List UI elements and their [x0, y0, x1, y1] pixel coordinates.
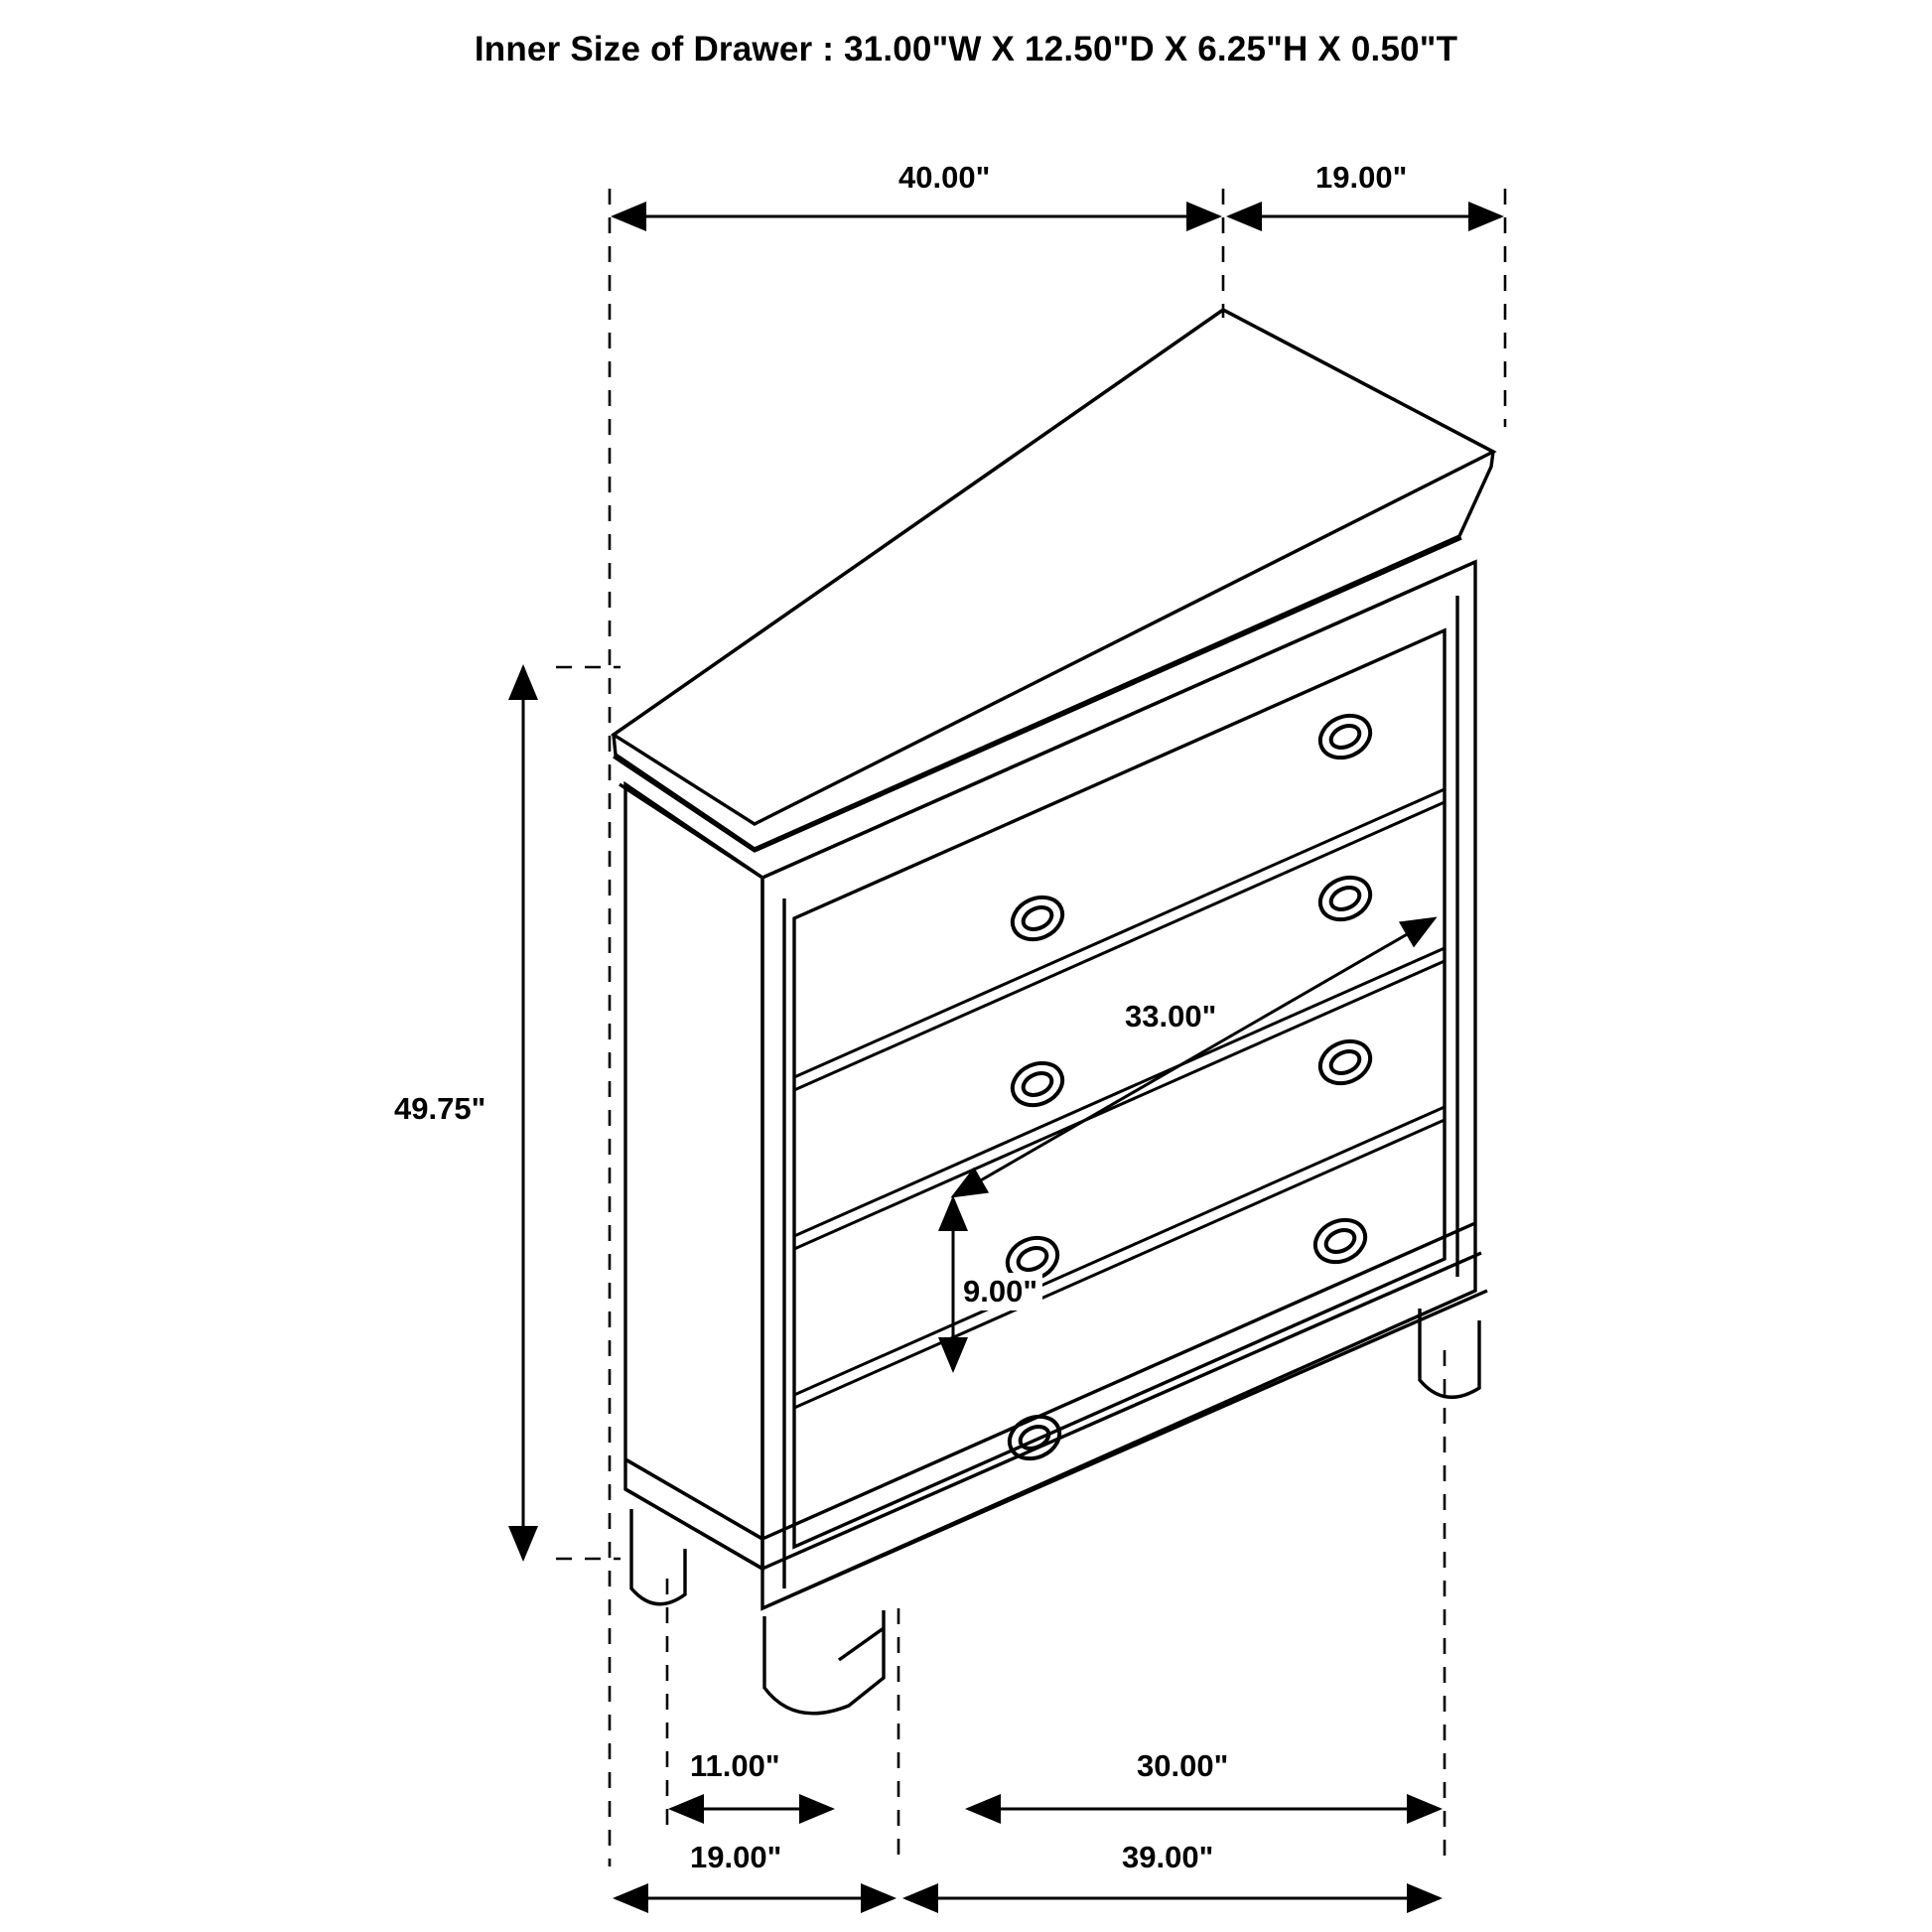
drawer-pulls [1001, 708, 1377, 1466]
chest-drawers [794, 789, 1445, 1408]
chest-top [614, 310, 1493, 878]
dimension-label-base-width: 39.00" [1117, 1839, 1218, 1876]
dimension-label-top-width: 40.00" [894, 159, 995, 197]
page-title: Inner Size of Drawer : 31.00"W X 12.50"D X 6.25"H X 0.50"T [474, 30, 1458, 69]
dimension-label-drawer-height: 9.00" [958, 1273, 1042, 1311]
chest-side-panel [625, 784, 762, 1569]
dimension-label-top-depth: 19.00" [1311, 159, 1412, 197]
dimension-label-drawer-width: 33.00" [1120, 998, 1221, 1035]
dimension-label-base-depth-foot: 11.00" [685, 1747, 785, 1785]
dimension-label-front-foot-span: 30.00" [1132, 1747, 1233, 1785]
dimension-label-base-depth: 19.00" [685, 1839, 786, 1876]
extension-lines [556, 189, 1505, 1866]
dimension-label-overall-height: 49.75" [389, 1090, 490, 1128]
